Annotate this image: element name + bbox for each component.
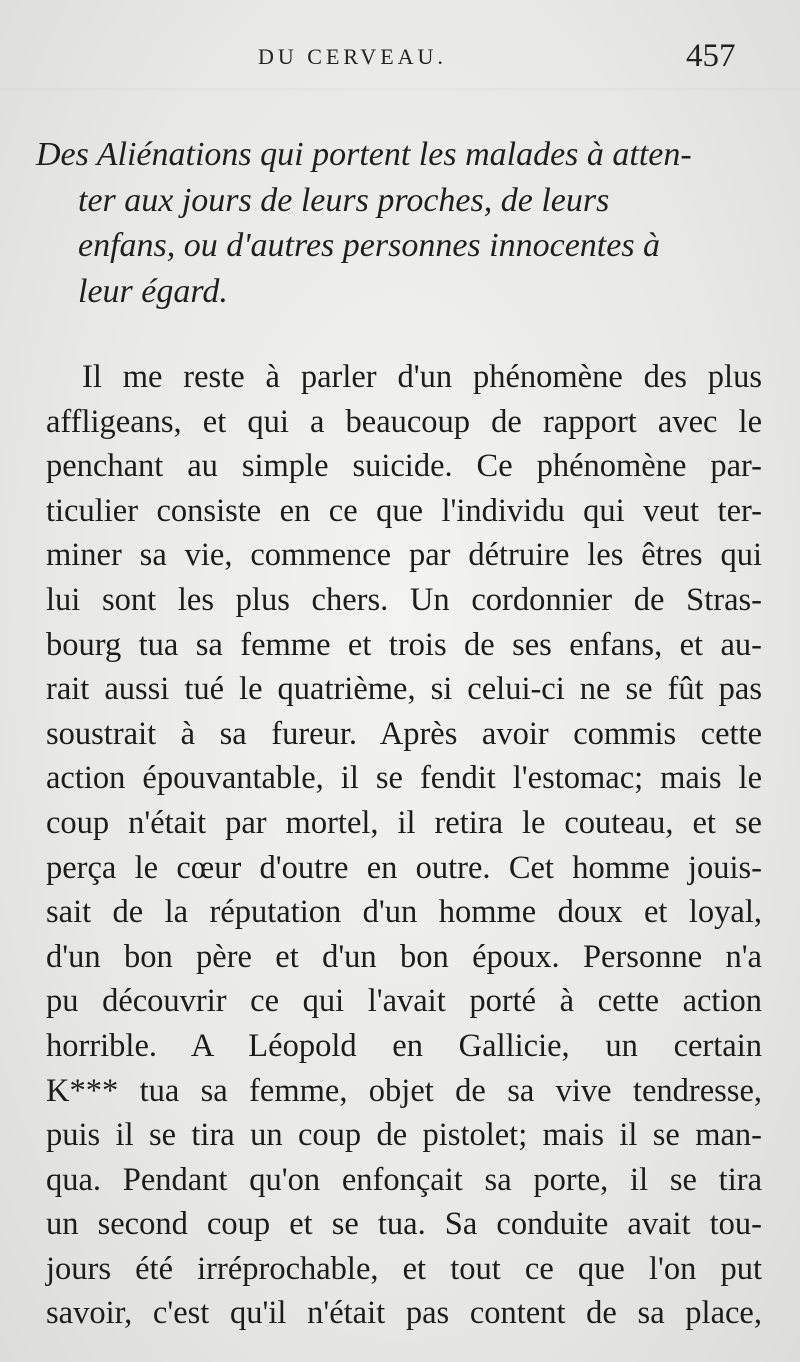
section-heading (36, 132, 766, 314)
body-line: perça le cœur d'outre en outre. Cet homme jouis- (46, 849, 762, 886)
page-number: 457 (686, 38, 736, 74)
body-line: rait aussi tué le quatrième, si celui-ci ne se fût pas (46, 671, 762, 708)
body-line: lui sont les plus chers. Un cordonnier de Stras- (46, 581, 762, 618)
body-line: soustrait à sa fureur. Après avoir commis cette (46, 715, 762, 752)
body-line: action épouvantable, il se fendit l'estomac; mais le (46, 760, 762, 797)
body-paragraph (46, 355, 766, 1336)
body-line: horrible. A Léopold en Gallicie, un certain (46, 1027, 762, 1064)
body-line: ticulier consiste en ce que l'individu qui veut ter- (46, 492, 762, 529)
body-line: savoir, c'est qu'il n'était pas content de sa place, (46, 1295, 762, 1332)
body-line: penchant au simple suicide. Ce phénomène par- (46, 448, 762, 485)
body-line: K*** tua sa femme, objet de sa vive tendresse, (46, 1072, 762, 1109)
body-line: Il me reste à parler d'un phénomène des plus (82, 359, 762, 395)
body-line: affligeans, et qui a beaucoup de rapport avec le (46, 403, 762, 440)
bleed-through-shadow (0, 88, 800, 92)
body-line: miner sa vie, commence par détruire les êtres qui (46, 537, 762, 574)
body-line: bourg tua sa femme et trois de ses enfans, et au- (46, 626, 762, 663)
body-line: jours été irréprochable, et tout ce que l'on put (46, 1250, 762, 1287)
running-title: DU CERVEAU. (258, 44, 447, 69)
body-line: pu découvrir ce qui l'avait porté à cette action (46, 983, 762, 1020)
heading-line: leur égard. (78, 272, 228, 310)
body-line: un second coup et se tua. Sa conduite avait tou- (46, 1206, 762, 1243)
body-line: d'un bon père et d'un bon époux. Personne n'a (46, 938, 762, 975)
body-line: sait de la réputation d'un homme doux et loyal, (46, 894, 762, 931)
body-line: qua. Pendant qu'on enfonçait sa porte, il se tira (46, 1161, 762, 1198)
heading-line: ter aux jours de leurs proches, de leurs (78, 181, 610, 219)
body-line: coup n'était par mortel, il retira le couteau, et se (46, 804, 762, 841)
body-line: puis il se tira un coup de pistolet; mais il se man- (46, 1117, 762, 1154)
heading-line: Des Aliénations qui portent les malades à atten- (36, 136, 692, 173)
heading-line: enfans, ou d'autres personnes innocentes à (78, 227, 661, 264)
